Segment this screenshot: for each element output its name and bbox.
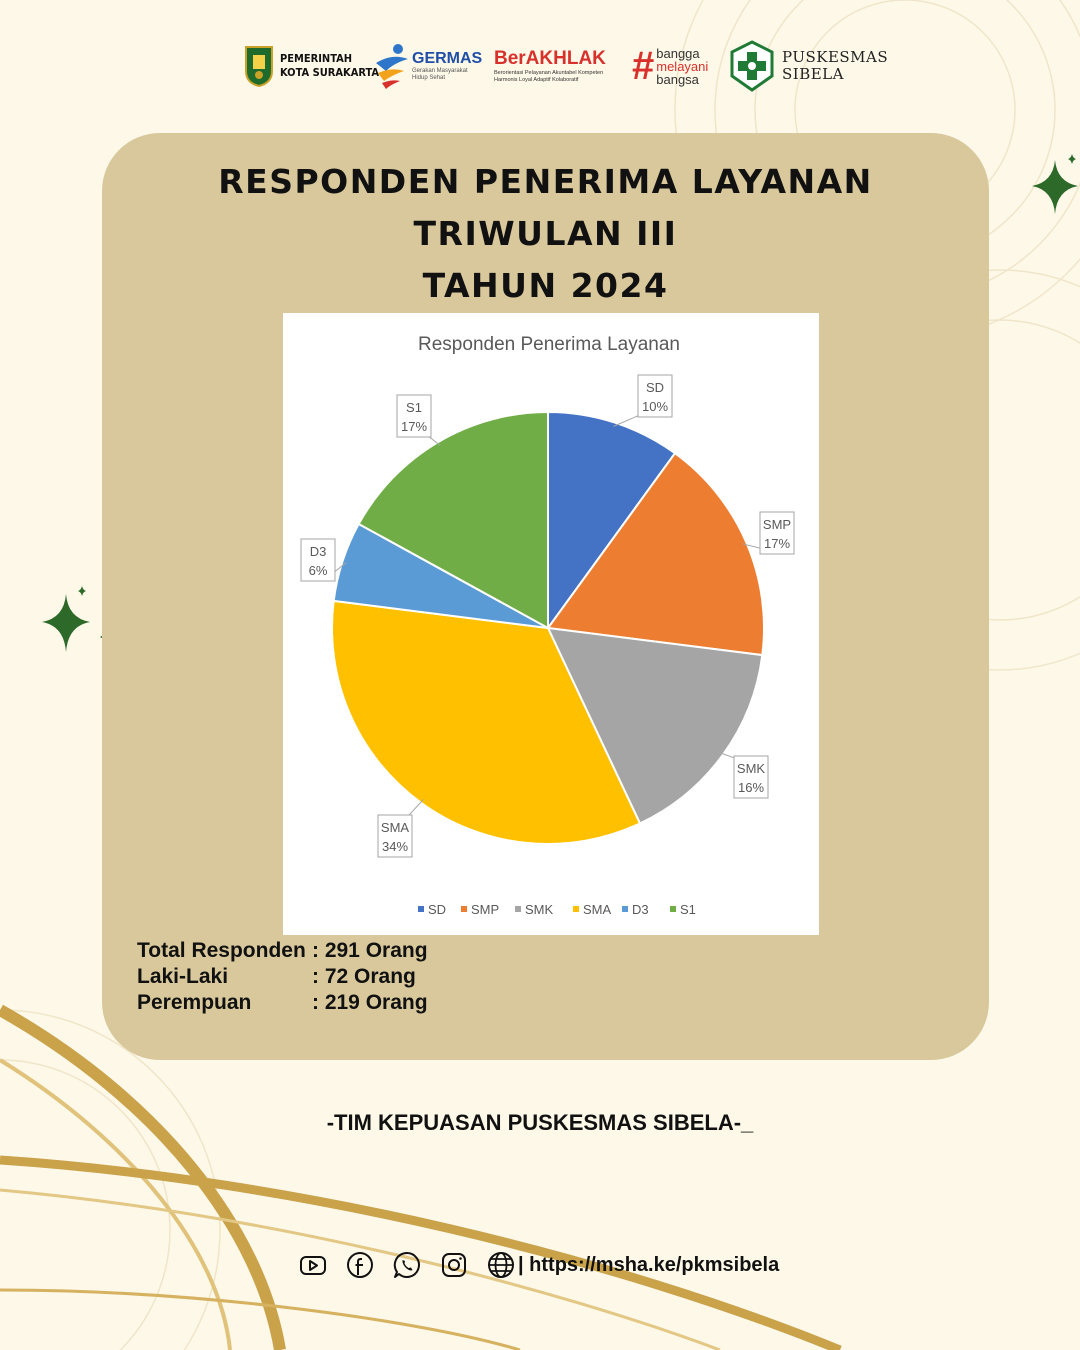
stat-label: Total Responden xyxy=(137,939,306,962)
youtube-icon[interactable] xyxy=(298,1250,328,1280)
label-category: SD xyxy=(645,380,665,395)
label-category: D3 xyxy=(309,544,327,559)
data-label-s1 xyxy=(397,395,440,446)
legend-item-s1 xyxy=(670,902,696,917)
website-link[interactable]: | https://msha.ke/pkmsibela xyxy=(518,1253,780,1276)
bangga-word: bangga xyxy=(656,45,700,61)
puskesmas-cross-icon xyxy=(728,40,776,92)
germas-sub2: Hidup Sehat xyxy=(412,75,446,81)
legend-swatch xyxy=(573,906,579,912)
title-line2: TRIWULAN III xyxy=(413,214,678,253)
stat-label: Laki-Laki xyxy=(137,965,229,988)
title-line1: RESPONDEN PENERIMA LAYANAN xyxy=(218,162,873,201)
stat-label: Perempuan xyxy=(137,991,252,1014)
legend-item-sma xyxy=(573,902,612,917)
pie-chart-svg xyxy=(283,313,819,935)
germas-figure-icon xyxy=(372,41,410,91)
legend-label: SD xyxy=(428,902,447,917)
legend-label: SMP xyxy=(471,902,500,917)
page-title xyxy=(102,156,989,312)
label-percent: 6% xyxy=(308,563,328,578)
label-percent: 16% xyxy=(737,780,765,795)
data-label-smk xyxy=(720,753,768,798)
data-label-sma xyxy=(378,800,423,857)
team-signature: -TIM KEPUASAN PUSKESMAS SIBELA-_ xyxy=(326,1110,754,1135)
stat-value: : 219 Orang xyxy=(312,991,428,1014)
sparkle-right-icon xyxy=(1030,152,1080,222)
label-percent: 17% xyxy=(763,536,791,551)
germas-name: GERMAS xyxy=(412,50,483,67)
pemkot-line1: PEMERINTAH xyxy=(280,52,353,65)
legend-label: SMA xyxy=(583,902,612,917)
berakhlak-name: BerAKHLAK xyxy=(494,48,606,69)
pemkot-surakarta-logo xyxy=(244,36,379,96)
bangga-melayani-bangsa-logo xyxy=(632,36,708,96)
berakhlak-logo xyxy=(494,36,629,96)
legend-swatch xyxy=(461,906,467,912)
whatsapp-icon[interactable] xyxy=(392,1250,422,1280)
legend-item-sd xyxy=(418,902,446,917)
legend-swatch xyxy=(515,906,521,912)
berakhlak-sub1: Berorientasi Pelayanan Akuntabel Kompeten xyxy=(494,70,604,76)
legend-label: S1 xyxy=(680,902,696,917)
surakarta-crest-icon xyxy=(244,45,274,87)
puskesmas-line1: PUSKESMAS xyxy=(782,48,889,66)
puskesmas-logo xyxy=(728,36,888,96)
data-label-sd xyxy=(614,375,672,426)
label-category: SMP xyxy=(762,517,792,532)
legend-swatch xyxy=(670,906,676,912)
label-percent: 17% xyxy=(400,419,428,434)
facebook-icon[interactable] xyxy=(345,1250,375,1280)
label-category: SMK xyxy=(736,761,766,776)
data-label-smp xyxy=(743,512,794,554)
stat-value: : 291 Orang xyxy=(312,939,428,962)
pie-chart xyxy=(283,313,819,935)
hashtag-icon: # xyxy=(632,44,655,88)
label-category: SMA xyxy=(380,820,410,835)
puskesmas-line2: SIBELA xyxy=(782,65,844,83)
header-logos xyxy=(244,36,904,96)
germas-sub1: Gerakan Masyarakat xyxy=(412,68,468,74)
germas-logo xyxy=(372,36,482,96)
instagram-icon[interactable] xyxy=(439,1250,469,1280)
label-percent: 10% xyxy=(641,399,669,414)
label-category: S1 xyxy=(406,400,422,415)
legend-label: D3 xyxy=(632,902,649,917)
melayani-word: melayani xyxy=(656,58,709,74)
berakhlak-sub2: Harmonis Loyal Adaptif Kolaboratif xyxy=(494,77,579,83)
legend-label: SMK xyxy=(525,902,554,917)
chart-title: Responden Penerima Layanan xyxy=(418,334,680,355)
pemkot-line2: KOTA SURAKARTA xyxy=(280,66,380,79)
bangsa-word: bangsa xyxy=(656,71,699,87)
legend-swatch xyxy=(622,906,628,912)
legend-item-smp xyxy=(461,902,499,917)
legend-swatch xyxy=(418,906,424,912)
legend-item-d3 xyxy=(622,902,649,917)
label-percent: 34% xyxy=(381,839,409,854)
title-line3: TAHUN 2024 xyxy=(422,266,669,305)
social-links xyxy=(298,1250,779,1280)
stat-value: : 72 Orang xyxy=(312,965,416,988)
legend-item-smk xyxy=(515,902,554,917)
globe-icon[interactable] xyxy=(486,1250,516,1280)
